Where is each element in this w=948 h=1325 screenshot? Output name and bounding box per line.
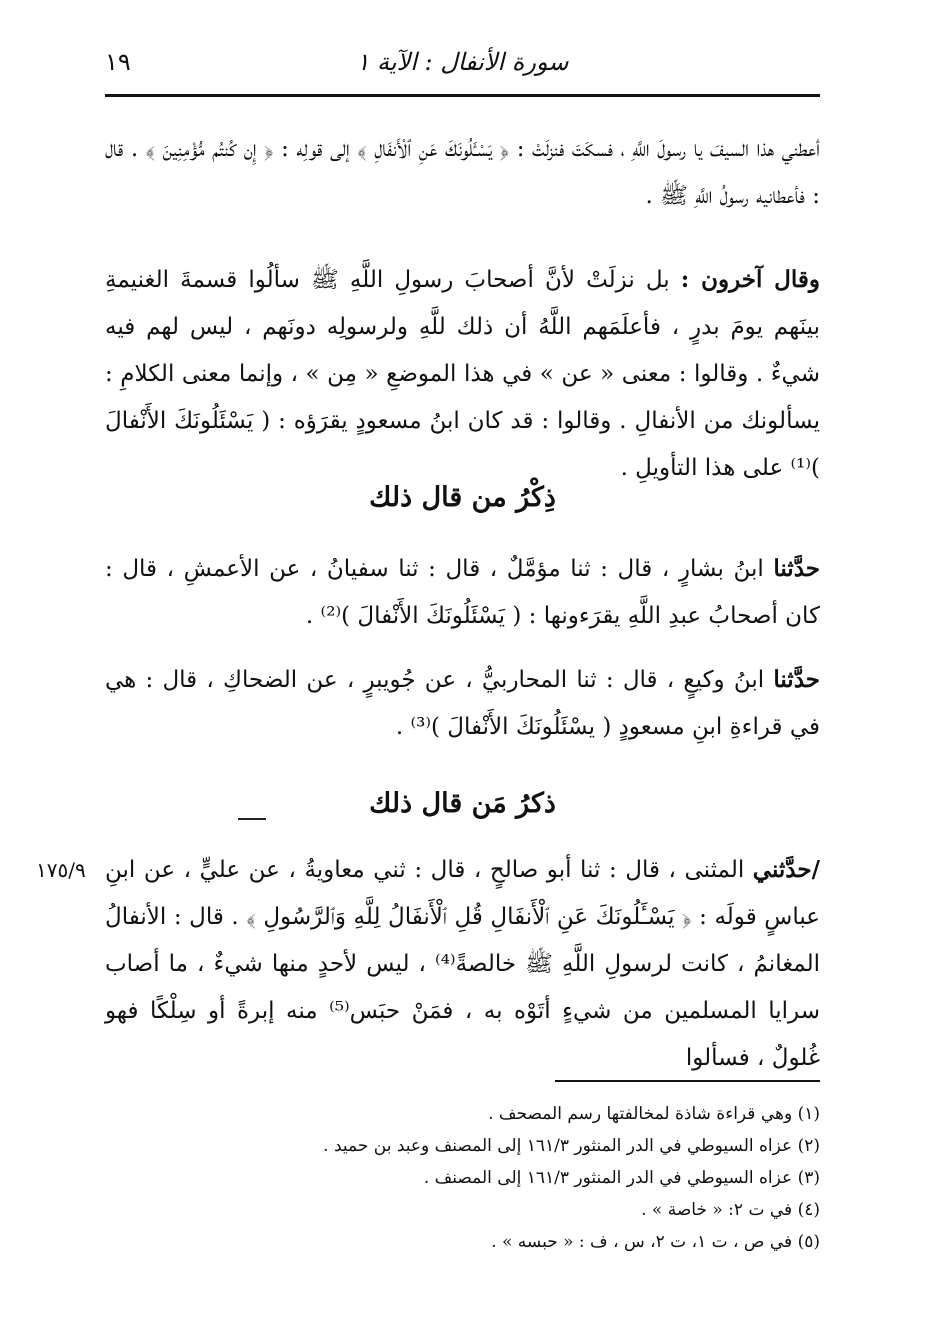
footnote-4: (٤) في ت ٢: « خاصة » .: [641, 1200, 820, 1220]
paragraph-5: [105, 846, 820, 1082]
paragraph-4: [105, 656, 820, 751]
paragraph-3: [105, 545, 820, 640]
paragraph-lead: حدَّثنا: [773, 666, 820, 693]
footnote-divider: [555, 1080, 820, 1082]
header-divider: [105, 94, 820, 97]
paragraph-text: المثنى ، قال : ثنا أبو صالحٍ ، قال : ثني معاويةُ ، عن عليٍّ ، عن ابنِ عباسٍ قولَه : ﴿ يَسْـَٔلُونَكَ عَنِ ٱلْأَنفَالِ قُلِ ٱلْأَنفَالُ لِلَّهِ وَٱلرَّسُولِ ﴾ . قال : الأنفالُ المغانمُ ، كانت لرسولِ اللَّهِ ﷺ خالصةً⁽⁴⁾ ، ليس لأحدٍ منها شيءٌ ، ما أصاب سرايا المسلمين من شيءٍ أتَوْه به ، فمَنْ حبَس⁽⁵⁾ منه إبرةً أو سِلْكًا فهو غُلولٌ ، فسألوا: [105, 857, 821, 1071]
section-heading-2: ذكرُ مَن قال ذلك: [369, 788, 556, 819]
page-number: ١٩: [105, 48, 131, 76]
running-title: سورة الأنفال : الآية ١: [356, 48, 569, 76]
section-heading-1: ذِكْرُ من قال ذلك: [369, 482, 556, 513]
footnote-5: (٥) في ص ، ت ١، ت ٢، س ، ف : « حبسه » .: [491, 1232, 820, 1252]
paragraph-text: بل نزلَتْ لأنَّ أصحابَ رسولِ اللَّهِ ﷺ سألُوا قسمةَ الغنيمةِ بينَهم يومَ بدرٍ ، فأعلَمَهم اللَّهُ أن ذلك للَّهِ ولرسولِه دونَهم ، ليس لهم فيه شيءٌ . وقالوا : معنى « عن » في هذا الموضعِ « مِن » ، وإنما معنى الكلامِ : يسألونك من الأنفالِ . وقالوا : قد كان ابنُ مسعودٍ يقرَؤه : ( يَسْئَلُونَكَ الأَنْفالَ )⁽¹⁾ على هذا التأويلِ .: [105, 267, 820, 481]
paragraph-text: ابنُ وكيعٍ ، قال : ثنا المحاربيُّ ، عن جُويبرٍ ، عن الضحاكِ ، قال : هي في قراءةِ ابنِ مسعودٍ ( يسْئَلُونَكَ الأَنْفالَ )⁽³⁾ .: [105, 667, 820, 740]
margin-reference: ١٧٥/٩: [36, 858, 86, 882]
footnote-3: (٣) عزاه السيوطي في الدر المنثور ١٦١/٣ إلى المصنف .: [423, 1168, 820, 1188]
paragraph-1: [105, 126, 820, 220]
footnote-1: (١) وهي قراءة شاذة لمخالفتها رسم المصحف .: [488, 1104, 820, 1124]
paragraph-text: أعطني هذا السيفَ يا رسولَ اللَّهِ ، فسكَتَ فنزلَتْ : ﴿ يَسْـَٔلُونَكَ عَنِ ٱلْأَنفَالِ ﴾ إلى قولِه : ﴿ إِن كُنتُم مُّؤْمِنِينَ ﴾ . قال : فأعطانيه رسولُ اللَّهِ ﷺ .: [105, 136, 820, 209]
paragraph-2: [105, 256, 820, 492]
page-header: [105, 40, 820, 92]
footnote-2: (٢) عزاه السيوطي في الدر المنثور ١٦١/٣ إلى المصنف وعبد بن حميد .: [323, 1136, 820, 1156]
stray-mark: [238, 818, 266, 820]
paragraph-lead: حدَّثنا: [773, 555, 820, 582]
paragraph-lead: /حدَّثني: [752, 856, 820, 883]
paragraph-text: ابنُ بشارٍ ، قال : ثنا مؤمَّلٌ ، قال : ثنا سفيانُ ، عن الأعمشِ ، قال : كان أصحابُ عبدِ اللَّهِ يقرَءونها : ( يَسْئَلُونَكَ الأَنْفالَ )⁽²⁾ .: [105, 556, 820, 629]
footnotes: [105, 1098, 820, 1258]
paragraph-lead: وقال آخرون :: [680, 266, 820, 293]
